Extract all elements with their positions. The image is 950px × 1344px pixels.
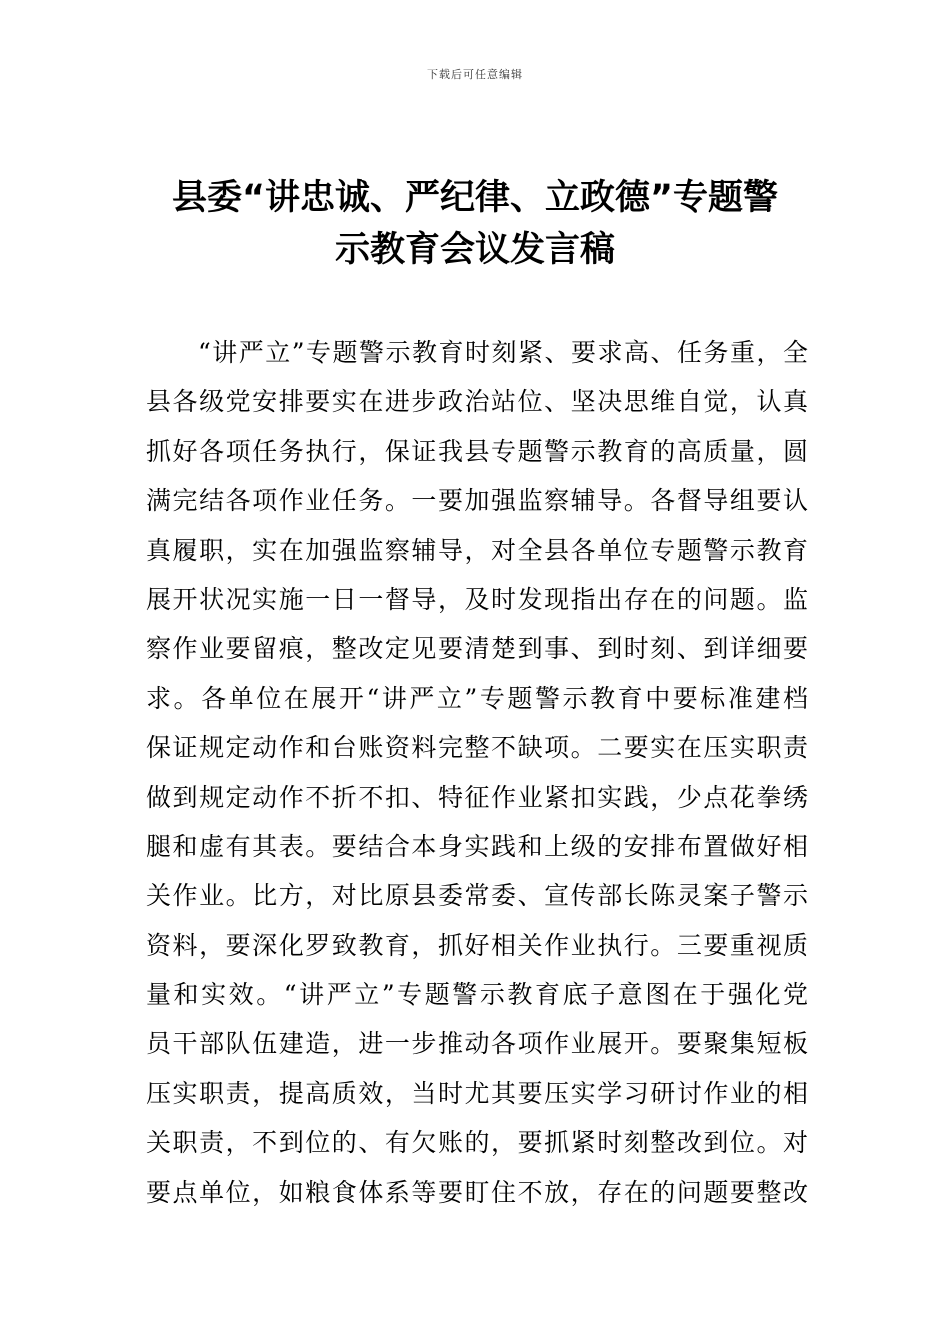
- paragraph-line: 做到规定动作不折不扣、特征作业紧扣实践，少点花拳绣: [146, 782, 808, 812]
- paragraph-line: 满完结各项作业任务。一要加强监察辅导。各督导组要认: [146, 486, 808, 516]
- document-title: [120, 172, 830, 276]
- paragraph-line: 腿和虚有其表。要结合本身实践和上级的安排布置做好相: [146, 831, 808, 861]
- paragraph-line: 量和实效。“讲严立”专题警示教育底子意图在于强化党: [146, 980, 808, 1010]
- paragraph-line: 员干部队伍建造，进一步推动各项作业展开。要聚集短板: [146, 1029, 808, 1059]
- paragraph-line: 真履职，实在加强监察辅导，对全县各单位专题警示教育: [146, 535, 808, 565]
- title-line: 县委“讲忠诚、严纪律、立政德”专题警: [171, 178, 778, 218]
- paragraph-line: 资料，要深化罗致教育，抓好相关作业执行。三要重视质: [146, 930, 808, 960]
- paragraph-line: 县各级党安排要实在进步政治站位、坚决思维自觉，认真: [146, 387, 808, 417]
- paragraph-line: 关作业。比方，对比原县委常委、宣传部长陈灵案子警示: [146, 881, 808, 911]
- body-text: [146, 328, 808, 1217]
- paragraph-line: 察作业要留痕，整改定见要清楚到事、到时刻、到详细要: [146, 634, 808, 664]
- header-note: 下载后可任意编辑: [427, 68, 523, 81]
- paragraph-line: 压实职责，提高质效，当时尤其要压实学习研讨作业的相: [146, 1078, 808, 1108]
- title-line: 示教育会议发言稿: [334, 230, 615, 270]
- paragraph-line: 抓好各项任务执行，保证我县专题警示教育的高质量，圆: [146, 436, 808, 466]
- paragraph-line: 要点单位，如粮食体系等要盯住不放，存在的问题要整改: [146, 1177, 808, 1207]
- paragraph-line: 求。各单位在展开“讲严立”专题警示教育中要标准建档: [146, 683, 808, 713]
- paragraph-line: 关职责，不到位的、有欠账的，要抓紧时刻整改到位。对: [146, 1128, 808, 1158]
- paragraph-line: 保证规定动作和台账资料完整不缺项。二要实在压实职责: [146, 733, 808, 763]
- paragraph-line: 展开状况实施一日一督导，及时发现指出存在的问题。监: [146, 584, 808, 614]
- paragraph-line: “讲严立”专题警示教育时刻紧、要求高、任务重，全: [198, 338, 808, 367]
